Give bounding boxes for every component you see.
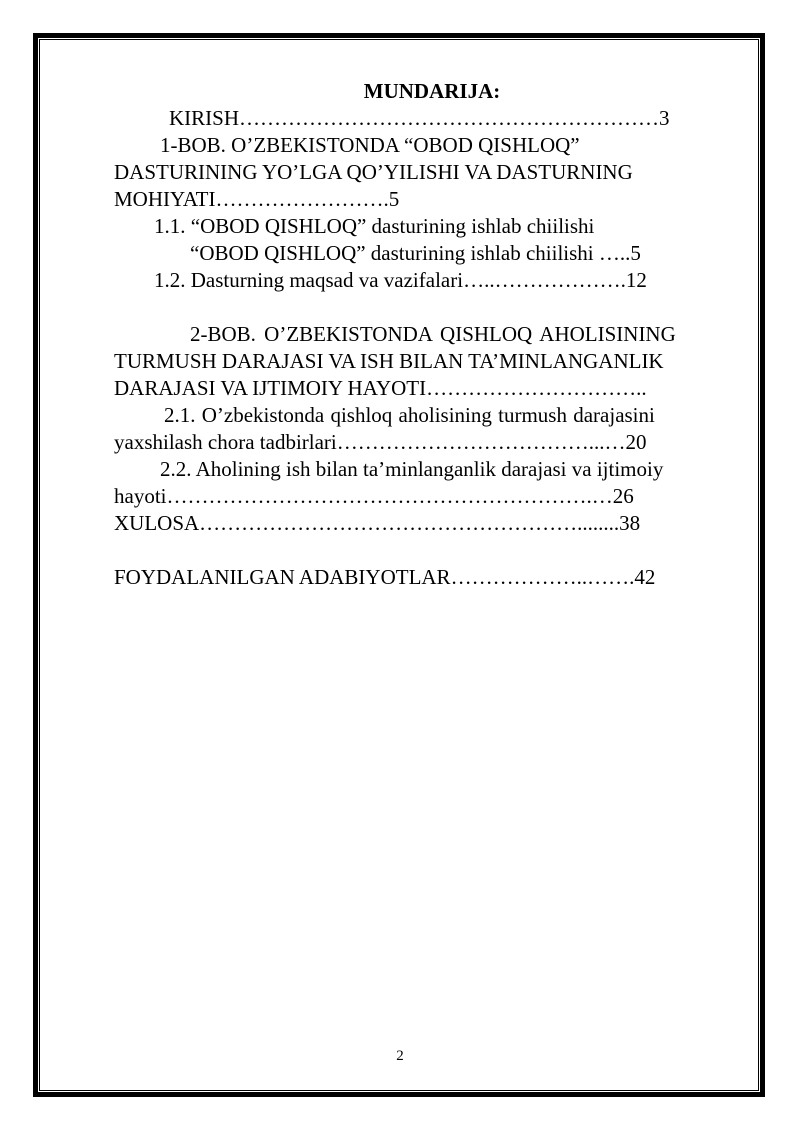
- toc-entry-bob2-line3: DARAJASI VA IJTIMOIY HAYOTI…………………………..: [114, 376, 647, 400]
- toc-entry-1-1-line1: 1.1. “OBOD QISHLOQ” dasturining ishlab chiilishi: [154, 214, 595, 238]
- page-title: MUNDARIJA:: [363, 79, 501, 103]
- toc-entry-bob2-line2: TURMUSH DARAJASI VA ISH BILAN TA’MINLANGANLIK: [114, 349, 664, 373]
- page-number: 2: [396, 1048, 404, 1064]
- table-of-contents: [114, 78, 742, 591]
- toc-entry-bob1-line1: 1-BOB. O’ZBEKISTONDA “OBOD QISHLOQ”: [160, 133, 580, 157]
- toc-entry-1-2: 1.2. Dasturning maqsad va vazifalari…..……………….12: [154, 268, 647, 292]
- toc-entry-1-1-line2: “OBOD QISHLOQ” dasturining ishlab chiilishi …..5: [190, 241, 641, 265]
- toc-entry-adabiyotlar: FOYDALANILGAN ADABIYOTLAR………………..…….42: [114, 565, 656, 589]
- toc-entry-2-1-line1: 2.1. O’zbekistonda qishloq aholisining turmush darajasini: [164, 403, 655, 427]
- toc-entry-bob1-line2: DASTURINING YO’LGA QO’YILISHI VA DASTURNING: [114, 160, 633, 184]
- toc-entry-xulosa: XULOSA………………………………………………........38: [114, 511, 641, 535]
- toc-entry-2-1-line2: yaxshilash chora tadbirlari………………………………...…20: [114, 430, 647, 454]
- toc-entry-kirish: KIRISH……………………………………………………3: [169, 106, 670, 130]
- toc-entry-bob2-line1: 2-BOB. O’ZBEKISTONDA QISHLOQ AHOLISINING: [190, 322, 676, 346]
- toc-entry-2-2-line1: 2.2. Aholining ish bilan ta’minlanganlik darajasi va ijtimoiy: [160, 457, 664, 481]
- toc-entry-2-2-line2: hayoti…………………………………………………….…26: [114, 484, 634, 508]
- toc-entry-bob1-line3: MOHIYATI…………………….5: [114, 187, 400, 211]
